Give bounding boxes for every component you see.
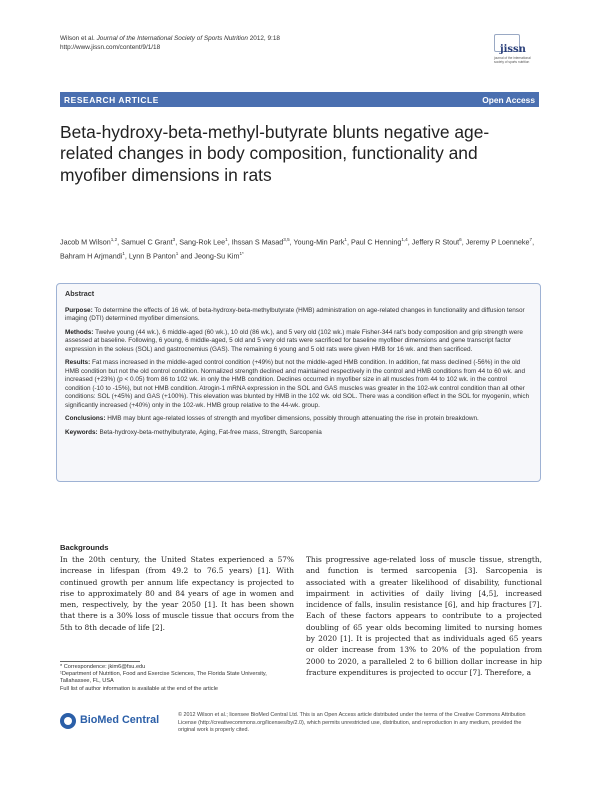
author-info-note: Full list of author information is available at the end of the article [60,685,218,692]
article-type: RESEARCH ARTICLE [64,94,159,105]
author-name: Jeffery R Stout [411,237,460,247]
abstract-sections [65,307,532,438]
author-name: Ihssan S Masad [231,237,284,247]
article-type-banner [60,92,539,107]
abstract-paragraph [65,329,532,355]
author-name: Jeremy P Loenneke [465,237,530,247]
logo-subtitle: journal of the international society of sports nutrition [494,56,531,64]
author-affiliation-mark: 7 [529,237,533,242]
author-affiliation-mark: 6 [459,237,462,242]
article-url[interactable]: http://www.jissn.com/content/9/1/18 [60,43,161,51]
logo-word: jissn [500,44,526,55]
abstract-label: Methods: [65,328,94,336]
author-affiliation-mark: 3,5 [283,237,290,242]
author-name: Samuel C Grant [121,237,173,247]
abstract-text: To determine the effects of 16 wk. of beta-hydroxy-beta-methylbutyrate (HMB) administration on age-related changes in functionality and diffusion tensor imaging (DTI) determined myofiber dimensions. [65,306,525,322]
citation-header [60,35,280,52]
author-affiliation-mark: 1 [175,251,179,257]
citation-authors: Wilson et al. [60,35,95,42]
journal-name: Journal of the International Society of Sports Nutrition [96,35,248,42]
publisher-name: BioMed Central [80,714,160,726]
abstract-label: Purpose: [65,306,93,314]
correspondence: * Correspondence: jkim6@fsu.edu [60,664,146,670]
abstract-label: Conclusions: [65,415,106,422]
footnote-divider [60,661,140,662]
open-access-label: Open Access [482,94,535,105]
author-name: Bahram H Arjmandi [60,251,123,261]
author-name: Lynn B Panton [128,251,176,261]
footnote [60,664,290,693]
author-name: Jeong-Su Kim [194,251,240,261]
article-title: Beta-hydroxy-beta-methyl-butyrate blunts negative age-related changes in body composition, functionality and myofiber dimensions in rats [60,122,490,185]
author-affiliation-mark: 1* [239,251,244,257]
author-name: Jacob M Wilson [60,237,111,247]
author-affiliation-mark: 1,4 [401,237,408,242]
author-affiliation-mark: 3 [172,237,176,242]
section-heading: Backgrounds [60,543,109,552]
abstract-text: HMB may blunt age-related losses of strength and myofiber dimensions, possibly through attenuating the rise in protein breakdown. [105,415,479,422]
abstract-paragraph [65,307,532,324]
abstract-label: Keywords: [65,428,98,436]
journal-logo [490,32,538,72]
author-name: Young-Min Park [293,237,345,247]
author-name: Sang-Rok Lee [179,237,226,247]
bmc-circle-icon [60,713,76,729]
abstract-heading: Abstract [65,289,95,298]
author-affiliation-mark: 1,2 [110,237,118,242]
abstract-text: Fat mass increased in the middle-aged control condition (+49%) but not the middle-aged HMB condition. In addition, fat mass declined (-56%) in the old HMB condition but not the old control condition. Normalized strength declined and maintained respectively in the control and HMB conditions from 44 to 60 wk. and increased (+23%) (p < 0.05) from 86 to 102 wk. in only the HMB condition. Declines occurred in myofiber size in all muscles from 44 to 102 wk. in the control condition (-10 to -15%), but not HMB condition. Atrogin-1 mRNA expression in the SOL and GAS muscles was greater in the 102-wk control condition than all other conditions: SOL (+45%) and GAS (+100%). This elevation was blunted by HMB in the 102 wk. old SOL. There was a condition effect in the SOL for myogenin, which significantly increased (+40%) only in the 102-wk. HMB group relative to the 44-wk. group. [65,359,530,409]
author-name: Paul C Henning [350,237,402,247]
abstract-paragraph [65,359,532,410]
author-affiliation-mark: 1 [225,237,228,242]
abstract-label: Results: [65,359,91,366]
body-column-right: This progressive age-related loss of muscle tissue, strength, and function is termed sarcopenia [3]. Sarcopenia is associated with a greater likelihood of disability, functional impairment in activities of daily living [4,5], increased incidence of falls, insulin resistance [6], and hip fractures [7]. Each of these factors appears to contribute to a projected doubling of 65 year olds becoming limited to nursing homes by 2020 [1]. It is projected that as individuals aged 65 years or older increase from 13% to 20% of the population from 2000 to 2020, a paralleled 2 to 6 billion dollar increase in hip fracture expenditures is projected to occur [7]. Therefore, a [306,555,542,677]
copyright-notice: © 2012 Wilson et al.; licensee BioMed Central Ltd. This is an Open Access article distributed under the terms of the Creative Commons Attribution License (http://creativecommons.org/licenses/by/2.0), which permits unrestricted use, distribution, and reproduction in any medium, provided the original work is properly cited. [178,712,526,734]
citation-volume: 2012, 9:18 [249,35,280,42]
abstract-box [56,283,541,482]
abstract-paragraph [65,429,532,438]
author-affiliation-mark: 1 [122,251,125,257]
abstract-text: Beta-hydroxy-beta-methylbutyrate, Aging, Fat-free mass, Strength, Sarcopenia [97,428,322,436]
abstract-paragraph [65,415,532,424]
affiliation: ¹Department of Nutrition, Food and Exercise Sciences, The Florida State University, Tallahassee, FL, USA [60,671,267,685]
abstract-text: Twelve young (44 wk.), 6 middle-aged (60 wk.), 10 old (86 wk.), and 5 very old (102 wk.) male Fisher-344 rat's body composition and grip strength were assessed at baseline. Following, 6 young, 6 middle-aged, 5 old and 5 very old rats were sacrificed for baseline myofiber dimensions and gene transcript factor expression in the soleus (SOL) and gastrocnemius (GAS). The remaining 6 young and 5 old rats were given HMB for 16 wk. and then sacrificed. [65,328,523,353]
author-list: Jacob M Wilson$^{1,2}$, Samuel C Grant$^3$, Sang-Rok Lee$^1$, Ihssan S Masad$^{3,5}$, Young-Min Park$^1$, Paul C Henning$^{1,4}$, Jeffery R Stout$^6$, Jeremy P Loenneke$^7$, Bahram H Arjmandi$^1$, Lynn B Panton$^1$ and Jeong-Su Kim$^{1*}$ [60,237,535,261]
body-column-left: In the 20th century, the United States experienced a 57% increase in lifespan (from 49.2 to 76.5 years) [1]. With continued growth per annum life expectancy is projected to rise to approximately 80 and 84 years of age in women and men, respectively, by the year 2050 [1]. It has been shown that there is a 30% loss of muscle tissue that occurs from the 5th to 8th decade of life [2]. [60,555,294,632]
author-affiliation-mark: 1 [344,237,347,242]
